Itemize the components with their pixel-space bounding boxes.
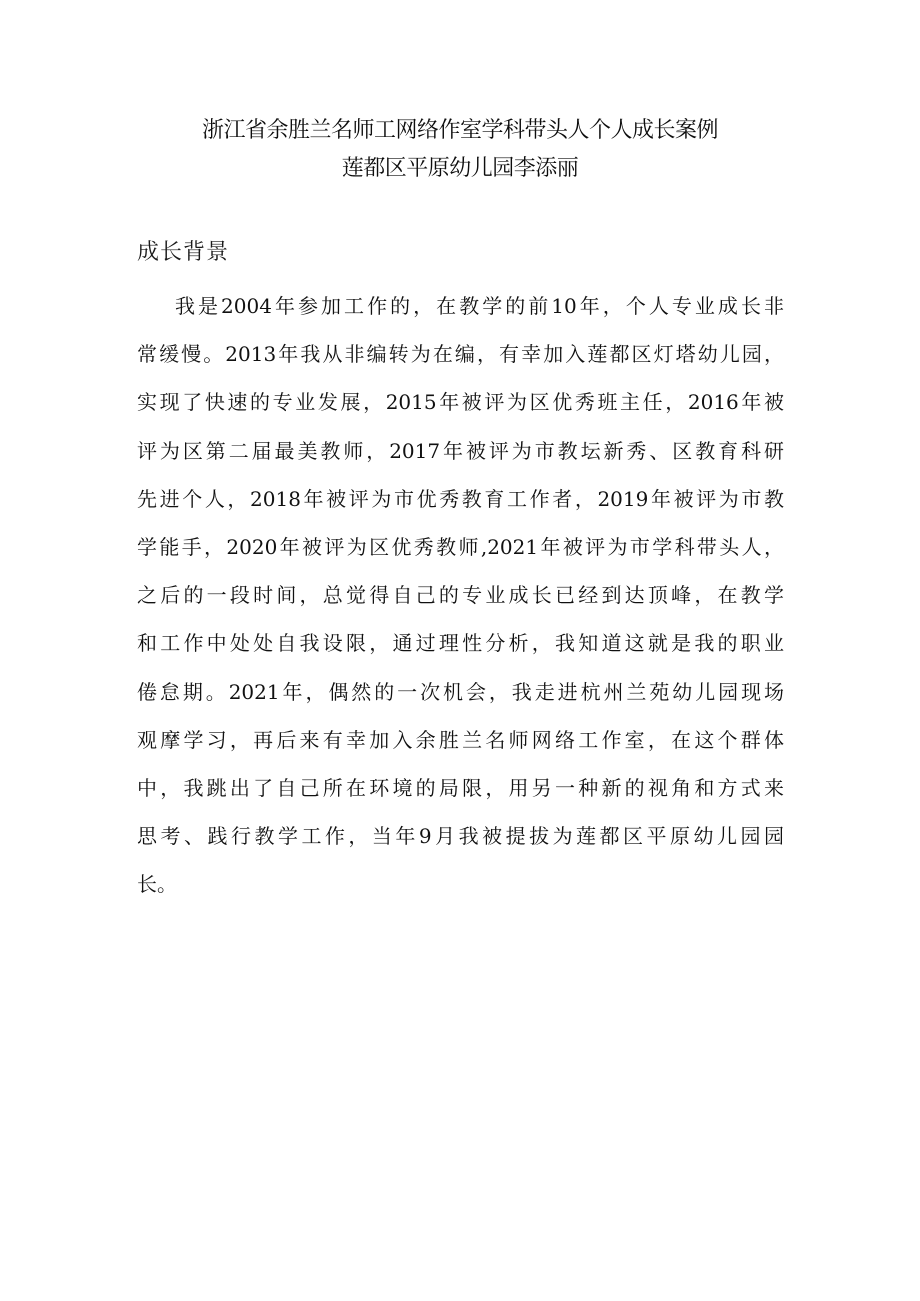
paragraph-line: 思考、践行教学工作，当年9月我被提拔为莲都区平原幼儿园园 [137,824,784,849]
document-title [0,112,920,188]
paragraph-line: 倦怠期。2021年，偶然的一次机会，我走进杭州兰苑幼儿园现场 [137,679,784,704]
paragraph-line: 和工作中处处自我设限，通过理性分析，我知道这就是我的职业 [137,631,784,656]
paragraph-line: 常缓慢。2013年我从非编转为在编，有幸加入莲都区灯塔幼儿园， [137,342,784,367]
section-heading-growth-background: 成长背景 [137,240,230,265]
paragraph-line: 观摩学习，再后来有幸加入余胜兰名师网络工作室，在这个群体 [137,727,784,752]
paragraph-line: 实现了快速的专业发展，2015年被评为区优秀班主任，2016年被 [137,390,784,415]
paragraph-line: 中，我跳出了自己所在环境的局限，用另一种新的视角和方式来 [137,775,784,800]
title-line-2-author: 莲都区平原幼儿园李添丽 [341,156,579,181]
paragraph-line: 我是2004年参加工作的，在教学的前10年，个人专业成长非 [175,294,784,318]
paragraph-line: 先进个人，2018年被评为市优秀教育工作者，2019年被评为市教 [137,486,784,511]
paragraph-line: 之后的一段时间，总觉得自己的专业成长已经到达顶峰，在教学 [137,583,784,608]
paragraph-line: 评为区第二届最美教师，2017年被评为市教坛新秀、区教育科研 [137,438,784,463]
title-line-1: 浙江省余胜兰名师工网络作室学科带头人个人成长案例 [201,118,718,143]
paragraph-line: 学能手，2020年被评为区优秀教师,2021年被评为市学科带头人， [137,534,784,559]
body-paragraph [137,282,784,908]
paragraph-line: 长。 [137,872,177,897]
